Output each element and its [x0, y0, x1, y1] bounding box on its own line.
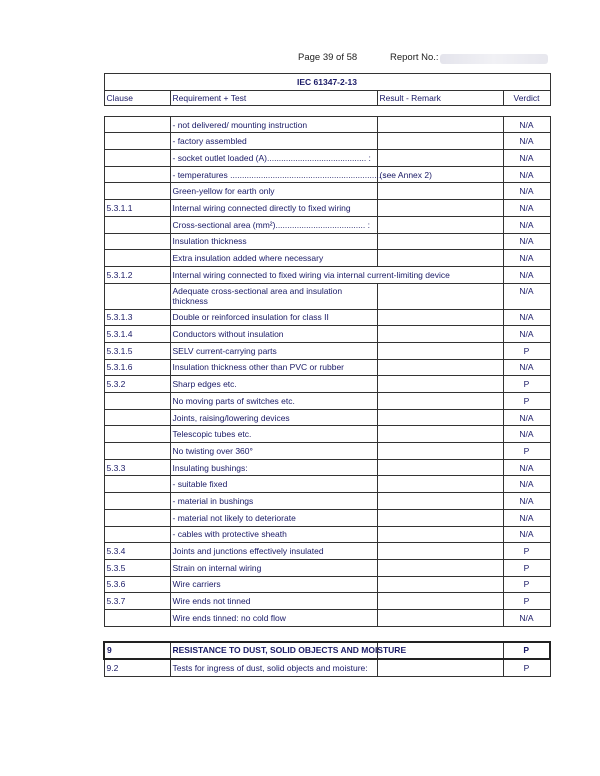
verdict-cell: N/A — [503, 476, 550, 493]
result-cell — [377, 659, 503, 676]
result-cell — [377, 459, 503, 476]
table-row — [104, 443, 550, 460]
clause-cell — [104, 393, 170, 410]
result-cell: (see Annex 2) — [377, 166, 503, 183]
result-cell — [377, 543, 503, 560]
result-cell — [377, 609, 503, 626]
table-row — [104, 200, 550, 217]
table-row — [104, 493, 550, 510]
requirement-cell: - factory assembled — [170, 133, 377, 150]
result-cell — [377, 526, 503, 543]
result-cell — [377, 443, 503, 460]
clause-cell — [104, 443, 170, 460]
table-row — [104, 133, 550, 150]
clause-cell: 5.3.1.2 — [104, 266, 170, 283]
result-cell — [377, 309, 503, 326]
result-cell — [377, 283, 503, 309]
clause-cell: 5.3.5 — [104, 559, 170, 576]
clause-cell — [104, 409, 170, 426]
clause-cell — [104, 133, 170, 150]
page-number: Page 39 of 58 — [298, 52, 358, 63]
result-cell — [377, 409, 503, 426]
result-cell — [377, 426, 503, 443]
clause-cell — [104, 609, 170, 626]
clause-cell: 5.3.3 — [104, 459, 170, 476]
clause-cell: 5.3.2 — [104, 376, 170, 393]
page-header — [0, 52, 600, 66]
result-cell — [377, 250, 503, 267]
clause-cell — [104, 526, 170, 543]
table-row — [104, 593, 550, 610]
verdict-cell: P — [503, 576, 550, 593]
table-row — [104, 309, 550, 326]
table-row — [104, 526, 550, 543]
table-row — [104, 393, 550, 410]
verdict-cell: P — [503, 342, 550, 359]
requirement-cell: Joints, raising/lowering devices — [170, 409, 377, 426]
requirement-cell: Internal wiring connected directly to fixed wiring — [170, 200, 377, 217]
table-row — [104, 183, 550, 200]
requirement-cell: Wire ends not tinned — [170, 593, 377, 610]
verdict-cell: P — [503, 543, 550, 560]
result-cell — [377, 183, 503, 200]
requirement-cell: Strain on internal wiring — [170, 559, 377, 576]
table-row — [104, 283, 550, 309]
result-cell — [377, 559, 503, 576]
clause-cell — [104, 426, 170, 443]
verdict-cell: N/A — [503, 359, 550, 376]
verdict-cell: N/A — [503, 526, 550, 543]
clause-cell: 5.3.1.1 — [104, 200, 170, 217]
column-header-verdict: Verdict — [503, 90, 550, 105]
spacer-row — [104, 105, 550, 116]
table-row — [104, 459, 550, 476]
column-header-requirement: Requirement + Test — [170, 90, 377, 105]
result-cell — [377, 476, 503, 493]
requirement-cell: Internal wiring connected to fixed wiring via internal current-limiting device — [170, 266, 377, 283]
requirement-cell: Insulation thickness — [170, 233, 377, 250]
table-row — [104, 409, 550, 426]
requirement-cell: Wire carriers — [170, 576, 377, 593]
result-cell — [377, 593, 503, 610]
table-row — [104, 659, 550, 676]
requirement-cell: - socket outlet loaded (A).......................................... : — [170, 150, 377, 167]
result-cell — [377, 509, 503, 526]
column-header-result: Result - Remark — [377, 90, 503, 105]
requirement-cell: - material in bushings — [170, 493, 377, 510]
verdict-cell: P — [503, 393, 550, 410]
column-header-row — [104, 90, 550, 105]
requirement-cell: Adequate cross-sectional area and insulation thickness — [170, 283, 377, 309]
clause-cell: 5.3.4 — [104, 543, 170, 560]
verdict-cell: N/A — [503, 493, 550, 510]
result-cell — [377, 359, 503, 376]
table-row — [104, 559, 550, 576]
clause-cell: 5.3.6 — [104, 576, 170, 593]
result-cell — [377, 216, 503, 233]
table-row — [104, 326, 550, 343]
requirement-cell: Double or reinforced insulation for class II — [170, 309, 377, 326]
clause-cell: 5.3.1.5 — [104, 342, 170, 359]
requirement-cell: - cables with protective sheath — [170, 526, 377, 543]
table-row — [104, 150, 550, 167]
requirement-cell: SELV current-carrying parts — [170, 342, 377, 359]
requirement-cell: Telescopic tubes etc. — [170, 426, 377, 443]
clause-cell: 5.3.1.6 — [104, 359, 170, 376]
table-row — [104, 342, 550, 359]
table-row — [104, 576, 550, 593]
clause-cell — [104, 493, 170, 510]
requirement-cell: Tests for ingress of dust, solid objects and moisture: — [170, 659, 377, 676]
requirement-cell: Wire ends tinned: no cold flow — [170, 609, 377, 626]
requirement-cell: - suitable fixed — [170, 476, 377, 493]
table-row — [104, 426, 550, 443]
report-number-label: Report No.: — [390, 52, 439, 63]
verdict-cell: N/A — [503, 166, 550, 183]
table-row — [104, 166, 550, 183]
verdict-cell: N/A — [503, 133, 550, 150]
verdict-cell: N/A — [503, 283, 550, 309]
clause-cell: 5.3.7 — [104, 593, 170, 610]
standard-title: IEC 61347-2-13 — [104, 74, 550, 91]
clause-cell — [104, 150, 170, 167]
requirement-cell: Insulating bushings: — [170, 459, 377, 476]
verdict-cell: N/A — [503, 116, 550, 133]
requirement-cell: Conductors without insulation — [170, 326, 377, 343]
result-cell — [377, 150, 503, 167]
result-cell — [377, 133, 503, 150]
result-cell — [377, 493, 503, 510]
verdict-cell: N/A — [503, 200, 550, 217]
verdict-cell: P — [503, 642, 550, 660]
clause-cell — [104, 509, 170, 526]
clause-cell — [104, 216, 170, 233]
clause-cell: 5.3.1.4 — [104, 326, 170, 343]
requirement-cell: - temperatures ................................................................ : — [170, 166, 377, 183]
clause-cell — [104, 283, 170, 309]
requirement-cell: Joints and junctions effectively insulated — [170, 543, 377, 560]
clause-cell — [104, 166, 170, 183]
table-row — [104, 609, 550, 626]
redacted-report-number — [440, 54, 548, 64]
clause-cell — [104, 183, 170, 200]
clause-cell — [104, 250, 170, 267]
requirement-cell: No moving parts of switches etc. — [170, 393, 377, 410]
clause-cell: 9 — [104, 642, 170, 660]
table-row — [104, 376, 550, 393]
verdict-cell: N/A — [503, 216, 550, 233]
clause-cell — [104, 476, 170, 493]
spacer-row — [104, 626, 550, 642]
requirement-cell: Cross-sectional area (mm²)...................................... : — [170, 216, 377, 233]
verdict-cell: P — [503, 376, 550, 393]
clause-cell — [104, 233, 170, 250]
requirement-cell: Sharp edges etc. — [170, 376, 377, 393]
requirement-cell: Green-yellow for earth only — [170, 183, 377, 200]
requirement-cell: Insulation thickness other than PVC or rubber — [170, 359, 377, 376]
verdict-cell: N/A — [503, 609, 550, 626]
verdict-cell: N/A — [503, 309, 550, 326]
verdict-cell: P — [503, 593, 550, 610]
verdict-cell: N/A — [503, 183, 550, 200]
verdict-cell: N/A — [503, 326, 550, 343]
clause-cell: 5.3.1.3 — [104, 309, 170, 326]
verdict-cell: N/A — [503, 409, 550, 426]
requirement-cell: RESISTANCE TO DUST, SOLID OBJECTS AND MOISTURE — [170, 642, 377, 660]
table-row — [104, 642, 550, 660]
result-cell — [377, 576, 503, 593]
result-cell — [377, 393, 503, 410]
table-row — [104, 116, 550, 133]
verdict-cell: P — [503, 443, 550, 460]
requirement-cell: No twisting over 360° — [170, 443, 377, 460]
verdict-cell: N/A — [503, 459, 550, 476]
verdict-cell: N/A — [503, 233, 550, 250]
verdict-cell: N/A — [503, 250, 550, 267]
standard-title-row — [104, 74, 550, 91]
clause-cell: 9.2 — [104, 659, 170, 676]
result-cell — [377, 200, 503, 217]
verdict-cell: P — [503, 659, 550, 676]
result-cell — [377, 376, 503, 393]
table-row — [104, 250, 550, 267]
requirement-cell: Extra insulation added where necessary — [170, 250, 377, 267]
verdict-cell: N/A — [503, 150, 550, 167]
result-cell — [377, 233, 503, 250]
verdict-cell: N/A — [503, 266, 550, 283]
result-cell — [377, 326, 503, 343]
table-row — [104, 216, 550, 233]
table-row — [104, 543, 550, 560]
table-row — [104, 509, 550, 526]
requirement-cell: - not delivered/ mounting instruction — [170, 116, 377, 133]
verdict-cell: N/A — [503, 509, 550, 526]
result-cell — [377, 116, 503, 133]
result-cell — [377, 342, 503, 359]
table-row — [104, 233, 550, 250]
column-header-clause: Clause — [104, 90, 170, 105]
requirements-table — [103, 73, 551, 677]
table-row — [104, 266, 550, 283]
table-row — [104, 476, 550, 493]
verdict-cell: N/A — [503, 426, 550, 443]
requirement-cell: - material not likely to deteriorate — [170, 509, 377, 526]
verdict-cell: P — [503, 559, 550, 576]
table-row — [104, 359, 550, 376]
clause-cell — [104, 116, 170, 133]
